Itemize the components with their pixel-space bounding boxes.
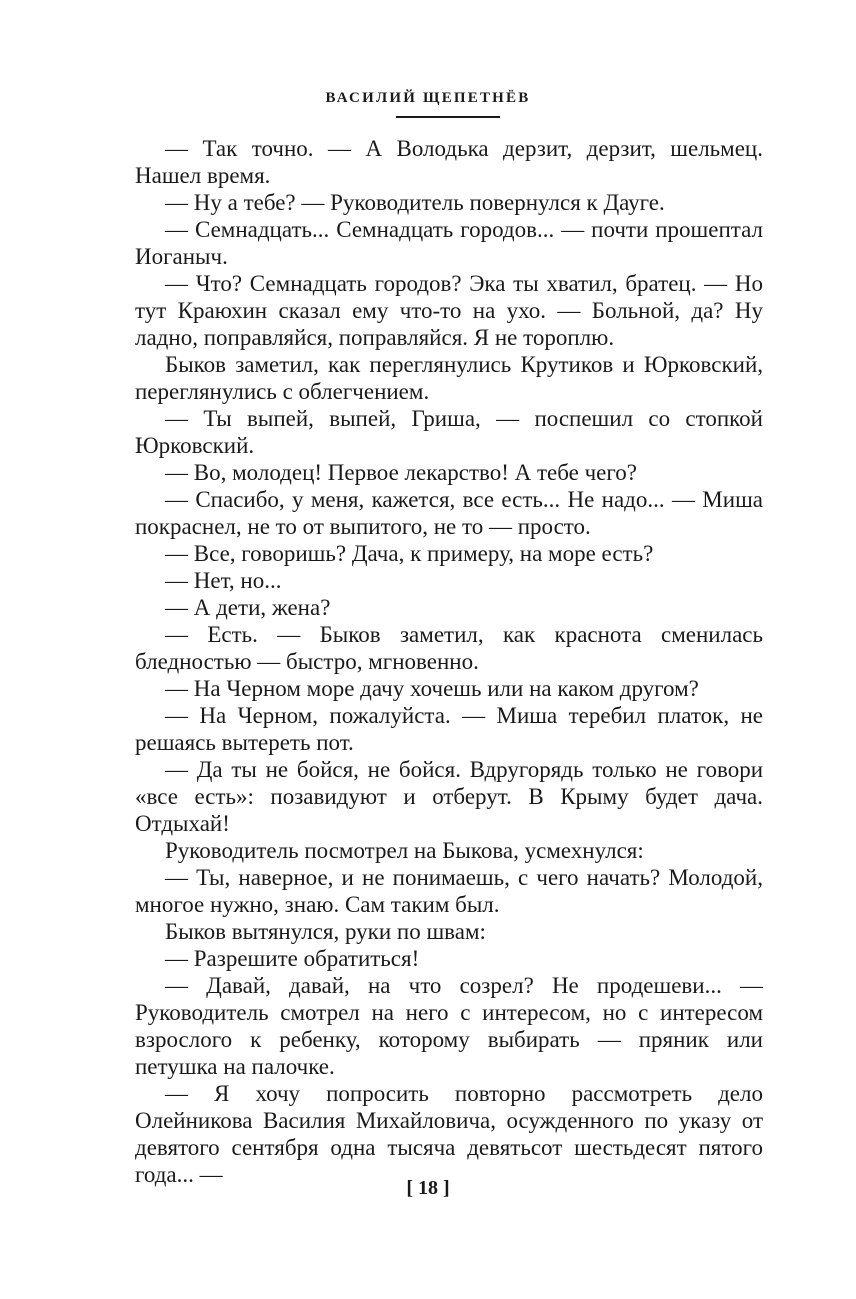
body-text (135, 135, 763, 1188)
paragraph: — Ты выпей, выпей, Гриша, — поспешил со стопкой Юрковский. (135, 406, 763, 458)
paragraph: — А дети, жена? (165, 595, 331, 620)
paragraph: — Разрешите обратиться! (165, 946, 420, 971)
paragraph: — Так точно. — А Володька дерзит, дерзит, шельмец. Нашел время. (135, 136, 763, 188)
paragraph: — Есть. — Быков заметил, как краснота сменилась бледностью — быстро, мгновенно. (135, 622, 763, 674)
paragraph: Быков заметил, как переглянулись Крутиков и Юрковский, переглянулись с облегчением. (135, 352, 763, 404)
paragraph: — Да ты не бойся, не бойся. Вдругорядь только не говори «все есть»: позавидуют и отберут. В Крыму будет дача. Отдыхай! (135, 757, 763, 836)
paragraph: — Я хочу попросить повторно рассмотреть дело Олейникова Василия Михайловича, осужденного по указу от девятого сентября одна тысяча девятьсот шестьдесят пятого года... — (135, 1081, 763, 1187)
paragraph: — На Черном море дачу хочешь или на каком другом? (165, 676, 699, 701)
paragraph: Быков вытянулся, руки по швам: (165, 919, 486, 944)
paragraph: — Спасибо, у меня, кажется, все есть... Не надо... — Миша покраснел, не то от выпитого, не то — просто. (135, 487, 763, 539)
running-head-author: ВАСИЛИЙ ЩЕПЕТНЁВ (325, 90, 531, 106)
page-number: [ 18 ] (406, 1177, 450, 1199)
paragraph: — Семнадцать... Семнадцать городов... — почти прошептал Иоганыч. (135, 217, 763, 269)
paragraph: — Ты, наверное, и не понимаешь, с чего начать? Молодой, многое нужно, знаю. Сам таким был. (135, 865, 763, 917)
paragraph: — Что? Семнадцать городов? Эка ты хватил, братец. — Но тут Краюхин сказал ему что-то на ухо. — Больной, да? Ну ладно, поправляйся, поправляйся. Я не тороплю. (135, 271, 763, 350)
paragraph: — На Черном, пожалуйста. — Миша теребил платок, не решаясь вытереть пот. (135, 703, 763, 755)
paragraph: — Нет, но... (165, 568, 282, 593)
paragraph: — Ну а тебе? — Руководитель повернулся к Дауге. (165, 190, 665, 215)
paragraph: Руководитель посмотрел на Быкова, усмехнулся: (165, 838, 644, 863)
running-head-rule (396, 116, 500, 118)
paragraph: — Во, молодец! Первое лекарство! А тебе чего? (165, 460, 637, 485)
paragraph: — Все, говоришь? Дача, к примеру, на море есть? (165, 541, 654, 566)
paragraph: — Давай, давай, на что созрел? Не продешеви... — Руководитель смотрел на него с интересом, но с интересом взрослого к ребенку, которому выбирать — пряник или петушка на палочке. (135, 973, 763, 1079)
